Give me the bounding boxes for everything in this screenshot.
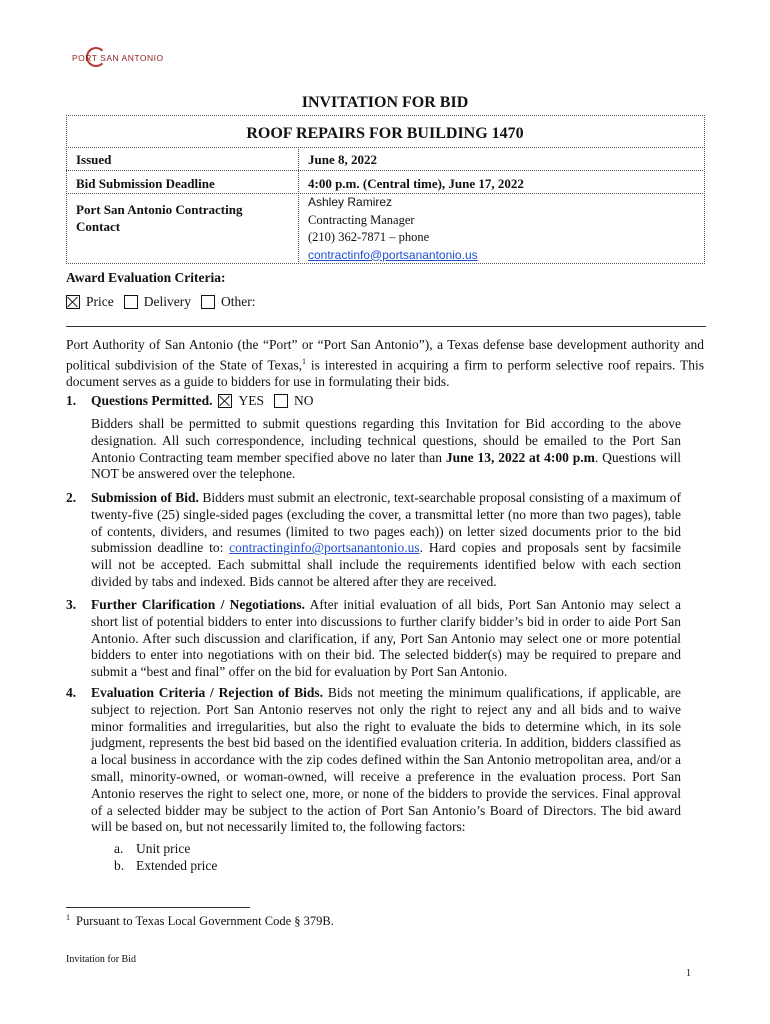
contact-details [308, 194, 478, 264]
list-item [114, 857, 217, 874]
award-criteria-title: Award Evaluation Criteria: [66, 270, 226, 285]
list-text: Extended price [136, 858, 218, 873]
issued-value: June 8, 2022 [308, 152, 377, 167]
contact-role: Contracting Manager [308, 212, 415, 227]
table-divider [66, 170, 703, 171]
contact-phone: (210) 362-7871 – phone [308, 230, 430, 244]
section-1-text-cont: . Questions will NOT be answered over the telephone. [91, 449, 681, 482]
list-text: Unit price [136, 841, 191, 856]
list-letter: b. [114, 858, 125, 873]
section-1-text: Bidders shall be permitted to submit questions regarding this Invitation for Bid according to the above designation. All such correspondence, including technical questions, should be emailed to the Port San Antonio Contracting team member specified above no later than [91, 416, 681, 465]
section-1-number: 1. [66, 393, 77, 408]
list-item [114, 840, 217, 857]
footnote-text: Pursuant to Texas Local Government Code § 379B. [76, 914, 334, 929]
section-4-body [91, 685, 681, 836]
no-checkbox[interactable] [274, 394, 288, 408]
section-4-text: Bids not meeting the minimum qualifications, if applicable, are subject to rejection. Port San Antonio reserves not only the right to reject any and all bids and to waive minor formalities and irregularities, but also the right to evaluate the bids to determine which, in its sole judgment, represents the best bid based on the identified evaluation criteria. In addition, bidders classified as a local business in accordance with the zip codes defined within the San Antonio metropolitan area, and/or a small, minority-owned, or woman-owned, will receive a preference in the evaluation process. Port San Antonio reserves the right to select one, more, or none of the bidders to provide the services. Final approval of a selected bidder may be subject to the action of Port San Antonio’s Board of Directors. The bid award will be based on, but not necessarily limited to, the following factors: [91, 685, 681, 835]
questions-permitted-row [91, 393, 324, 409]
section-1-body [91, 416, 681, 483]
no-label: NO [294, 393, 314, 408]
section-2-text-cont: . Hard copies and proposals sent by facsimile will not be accepted. Each submittal shall include the requirements identified below with each section divided by tabs and indexed. Bids cannot be altered after they are received. [91, 540, 682, 589]
other-checkbox[interactable] [201, 295, 215, 309]
intro-paragraph [66, 337, 704, 391]
page-number: 1 [686, 968, 691, 979]
other-label: Other: [220, 294, 256, 309]
submission-email-link[interactable]: contractinginfo@portsanantonio.us [229, 540, 420, 556]
table-column-divider [298, 147, 299, 262]
contact-label: Port San Antonio Contracting [76, 202, 243, 217]
intro-text-cont: is interested in acquiring a firm to perform selective roof repairs. This document serves as a guide to bidders for use in formulating their bids. [66, 357, 704, 390]
section-3-text: After initial evaluation of all bids, Port San Antonio may select a short list of potential bidders to enter into discussions to further clarify bidder’s bid in order to aide Port San Antonio. After such discussion and clarification, if any, Port San Antonio may select one or more potential bidders to enter into negotiations with on their bid. The selected bidder(s) may be required to prepare and submit a “best and final” offer on the bid for evaluation by Port San Antonio. [91, 597, 681, 680]
section-4-number: 4. [66, 685, 77, 700]
footnote [66, 913, 334, 929]
logo-text: PORT SAN ANTONIO [72, 53, 164, 63]
yes-label: YES [238, 393, 264, 408]
intro-text: Port Authority of San Antonio (the “Port” or “Port San Antonio”), a Texas defense base development authority and political subdivision of the State of Texas, [66, 337, 704, 373]
document-subtitle: ROOF REPAIRS FOR BUILDING 1470 [246, 125, 524, 142]
question-deadline: June 13, 2022 at 4:00 p.m [445, 449, 595, 465]
document-title: INVITATION FOR BID [301, 94, 469, 111]
yes-checkbox[interactable] [218, 394, 232, 408]
section-3-number: 3. [66, 597, 77, 612]
contact-name: Ashley Ramirez [308, 195, 393, 209]
section-1-heading: Questions Permitted. [91, 393, 213, 408]
section-rule [66, 326, 706, 327]
section-3-heading: Further Clarification / Negotiations. [91, 597, 306, 612]
footer-doc-name: Invitation for Bid [66, 954, 136, 965]
list-letter: a. [114, 841, 124, 856]
section-3-body [91, 597, 681, 681]
section-2-heading: Submission of Bid. [91, 490, 199, 505]
contact-label-2: Contact [76, 219, 121, 234]
delivery-checkbox[interactable] [124, 295, 138, 309]
issued-label: Issued [76, 152, 112, 167]
section-4-heading: Evaluation Criteria / Rejection of Bids. [91, 685, 324, 700]
deadline-label: Bid Submission Deadline [76, 176, 215, 191]
delivery-label: Delivery [143, 294, 191, 309]
port-san-antonio-logo [66, 44, 164, 84]
award-criteria-options [66, 294, 265, 310]
price-checkbox[interactable] [66, 295, 80, 309]
deadline-value: 4:00 p.m. (Central time), June 17, 2022 [308, 176, 524, 191]
table-divider [66, 147, 703, 148]
price-label: Price [86, 294, 114, 309]
factor-list [114, 840, 217, 874]
section-2-body [91, 490, 681, 591]
footnote-number: 1 [66, 913, 70, 922]
footnote-ref[interactable]: 1 [302, 356, 307, 366]
section-2-text: Bidders must submit an electronic, text-searchable proposal consisting of a maximum of twenty-five (25) single-sided pages (excluding the cover, a transmittal letter (no more than two pages), table of contents, dividers, and resumes (limited to two pages each)) on letter sized documents prior to the bid submission deadline to: [91, 490, 681, 556]
footnote-rule [66, 907, 250, 908]
section-2-number: 2. [66, 490, 77, 505]
contact-email-link[interactable]: contractinfo@portsanantonio.us [308, 247, 478, 262]
